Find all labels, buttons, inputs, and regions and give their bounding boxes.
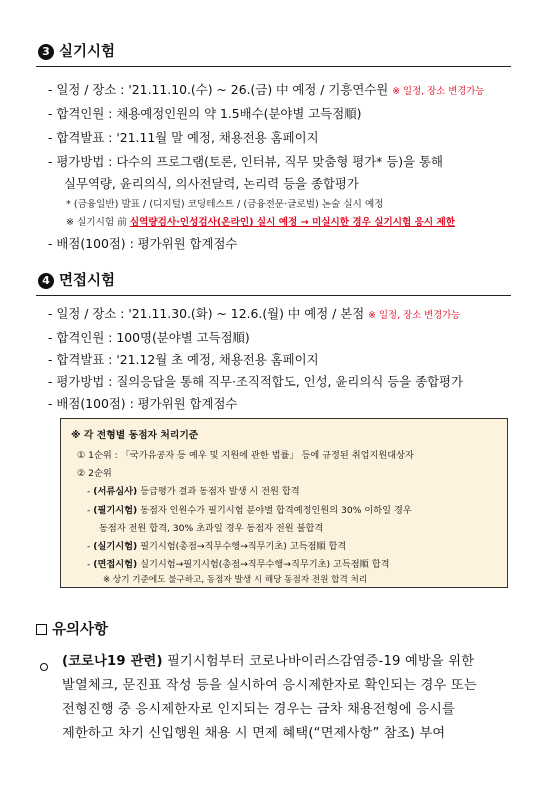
section-4-heading [38, 269, 115, 290]
notice-text-1: 필기시험부터 코로나바이러스감염증-19 예방을 위한 [162, 654, 475, 669]
tiebreak-priority-1: ① 1순위 : 「국가유공자 등 예우 및 지원에 관한 법률」 등에 규정된 취업지원대상자 [77, 450, 414, 461]
s3-schedule-line [48, 80, 484, 98]
s4-pass-count: - 합격인원 : 100명(분야별 고득점順) [48, 330, 250, 345]
notice-line-4: 제한하고 차기 신입행원 채용 시 면제 혜택(“면제사항” 참조) 부여 [62, 726, 446, 741]
s4-method: - 평가방법 : 질의응답을 통해 직무·조직적합도, 인성, 윤리의식 등을 종합평가 [48, 374, 463, 389]
section-3-title: 실기시험 [59, 44, 116, 60]
section-3-number: 3 [38, 44, 54, 60]
s3-footnote: * (금융일반) 발표 / (디지털) 코딩테스트 / (금융전문·글로벌) 논술 실시 예정 [66, 199, 384, 210]
tiebreak-title: ※ 각 전형별 동점자 처리기준 [71, 430, 199, 441]
s3-score: - 배점(100점) : 평가위원 합계점수 [48, 236, 238, 251]
s3-method: - 평가방법 : 다수의 프로그램(토론, 인터뷰, 직무 맞춤형 평가* 등)을 통해 [48, 154, 443, 169]
tiebreak-note: ※ 상기 기준에도 불구하고, 동점자 발생 시 해당 동점자 전원 합격 처리 [103, 575, 368, 585]
tiebreak-row-label: (면접시험) [93, 559, 138, 570]
s3-announcement: - 합격발표 : '21.11월 말 예정, 채용전용 홈페이지 [48, 130, 319, 145]
notice-line-2: 발열체크, 문진표 작성 등을 실시하여 응시제한자로 확인되는 경우 또는 [62, 678, 477, 693]
tiebreak-row-interview: - (면접시험) 실기시험→필기시험(총점→직무수행→직무기초) 고득점順 합격 [87, 559, 390, 570]
section-3-heading [38, 40, 115, 61]
tiebreak-box [60, 418, 508, 588]
notice-title: 유의사항 [52, 622, 109, 638]
tiebreak-row-written: - (필기시험) 동점자 인원수가 필기시험 분야별 합격예정인원의 30% 이하일 경우 [87, 505, 412, 516]
tiebreak-row-label: (필기시험) [93, 505, 138, 516]
circle-bullet-icon [40, 656, 48, 675]
s3-schedule-text: - 일정 / 장소 : '21.11.10.(수) ~ 26.(금) 中 예정 / 기흥연수원 [48, 82, 389, 97]
tiebreak-row-text: 필기시험(총점→직무수행→직무기초) 고득점順 합격 [137, 541, 347, 552]
notice-line-1 [62, 650, 474, 669]
tiebreak-row-practical: - (실기시험) 필기시험(총점→직무수행→직무기초) 고득점順 합격 [87, 541, 347, 552]
s3-warning [66, 214, 455, 228]
s3-warning-red: 심역량검사·인성검사(온라인) 실시 예정 → 미실시한 경우 실기시험 응시 제한 [129, 217, 456, 228]
s3-pass-count: - 합격인원 : 채용예정인원의 약 1.5배수(분야별 고득점順) [48, 106, 362, 121]
s4-score: - 배점(100점) : 평가위원 합계점수 [48, 396, 238, 411]
section-4-divider [36, 295, 511, 296]
tiebreak-row-text: 실기시험→필기시험(총점→직무수행→직무기초) 고득점順 합격 [137, 559, 390, 570]
square-bullet-icon [36, 624, 47, 635]
tiebreak-row-text: 동점자 인원수가 필기시험 분야별 합격예정인원의 30% 이하일 경우 [137, 505, 412, 516]
section-4-number: 4 [38, 273, 54, 289]
s3-warning-prefix: ※ 실기시험 前 [66, 217, 127, 228]
tiebreak-row-label: (실기시험) [93, 541, 138, 552]
notice-label: (코로나19 관련) [62, 654, 163, 669]
s4-schedule-text: - 일정 / 장소 : '21.11.30.(화) ~ 12.6.(월) 中 예정 / 본점 [48, 306, 365, 321]
tiebreak-row-text: 등급평가 결과 동점자 발생 시 전원 합격 [137, 486, 300, 497]
s4-schedule-line [48, 304, 460, 322]
section-4-title: 면접시험 [59, 273, 116, 289]
section-3-divider [36, 66, 511, 67]
tiebreak-row-document: - (서류심사) 등급평가 결과 동점자 발생 시 전원 합격 [87, 486, 300, 497]
tiebreak-row-written-cont: 동점자 전원 합격, 30% 초과일 경우 동점자 전원 불합격 [99, 523, 324, 534]
s4-announcement: - 합격발표 : '21.12월 초 예정, 채용전용 홈페이지 [48, 352, 319, 367]
notice-heading [36, 618, 108, 639]
s4-schedule-note: ※ 일정, 장소 변경가능 [368, 310, 461, 321]
notice-line-3: 전형진행 중 응시제한자로 인지되는 경우는 금차 채용전형에 응시를 [62, 702, 456, 717]
s3-schedule-note: ※ 일정, 장소 변경가능 [392, 86, 485, 97]
s3-method-cont: 실무역량, 윤리의식, 의사전달력, 논리력 등을 종합평가 [64, 176, 359, 191]
tiebreak-priority-2: ② 2순위 [77, 468, 112, 479]
tiebreak-row-label: (서류심사) [93, 486, 138, 497]
